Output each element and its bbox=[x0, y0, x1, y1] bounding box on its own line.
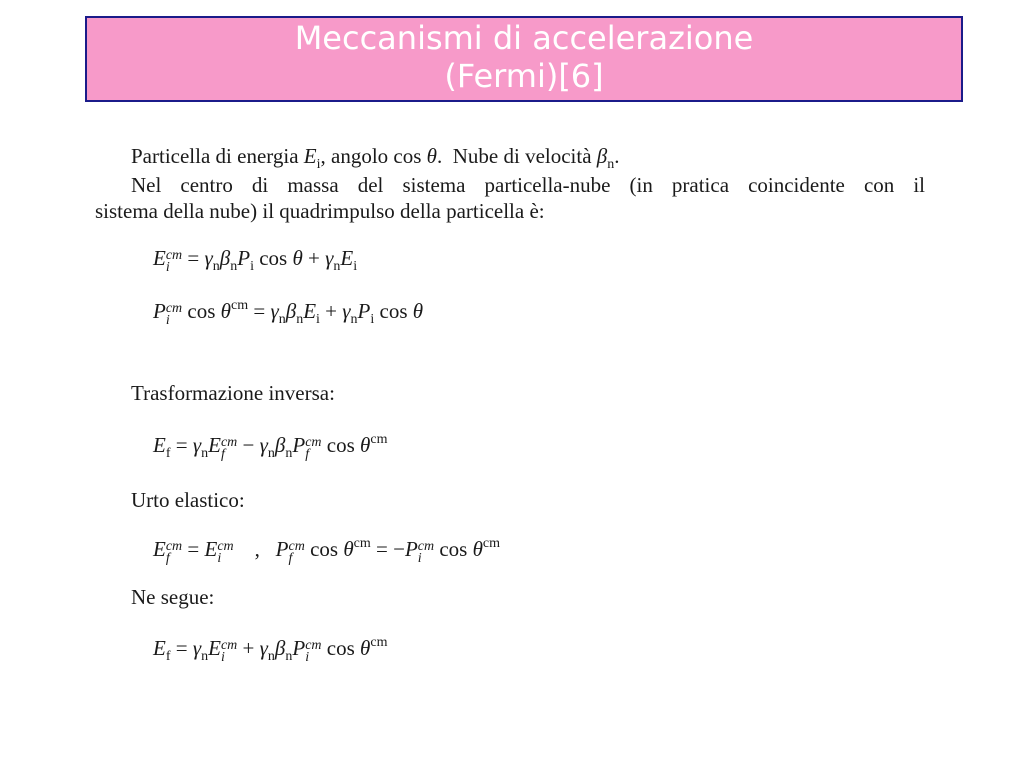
equation-elastic-collision: E cm f = E cm i , P cm f $\cos \theta^{cm} = -P$ cm i $\cos \theta^{cm}$ bbox=[153, 536, 501, 566]
cm-paragraph-line2: sistema della nube) il quadrimpulso della particella è: bbox=[95, 199, 545, 223]
inverse-transformation-label: Trasformazione inversa: bbox=[131, 381, 335, 405]
elastic-collision-label: Urto elastico: bbox=[131, 488, 245, 512]
slide-title-line2: (Fermi)[6] bbox=[444, 57, 604, 95]
equation-energy-cm: E cm i = $\gamma_n\beta_nP_i$ $\cos \theta + \gamma_nE_i$ bbox=[153, 246, 358, 275]
intro-line: Particella di energia $E_i$, angolo cos θ. Nube di velocità $\beta_n$. bbox=[131, 144, 620, 172]
equation-final-energy: $E_f = \gamma_nE$ cm i + $\gamma_n\beta_nP$ cm i $\cos \theta^{cm}$ bbox=[153, 635, 388, 665]
equation-momentum-cm: P cm i $\cos \theta^{cm} = \gamma_n\beta_nE_i + \gamma_nP_i$ cos θ bbox=[153, 298, 424, 328]
slide-title-box bbox=[85, 16, 963, 102]
center-of-mass-paragraph bbox=[95, 172, 925, 224]
equation-inverse-transform: $E_f = \gamma_nE$ cm f − $\gamma_n\beta_nP$ cm f $\cos \theta^{cm}$ bbox=[153, 432, 388, 462]
follows-label: Ne segue: bbox=[131, 585, 215, 609]
slide-title-line1: Meccanismi di accelerazione bbox=[294, 19, 754, 57]
cm-paragraph-line1: Nel centro di massa del sistema particella-nube (in pratica coincidente con il bbox=[131, 173, 925, 197]
